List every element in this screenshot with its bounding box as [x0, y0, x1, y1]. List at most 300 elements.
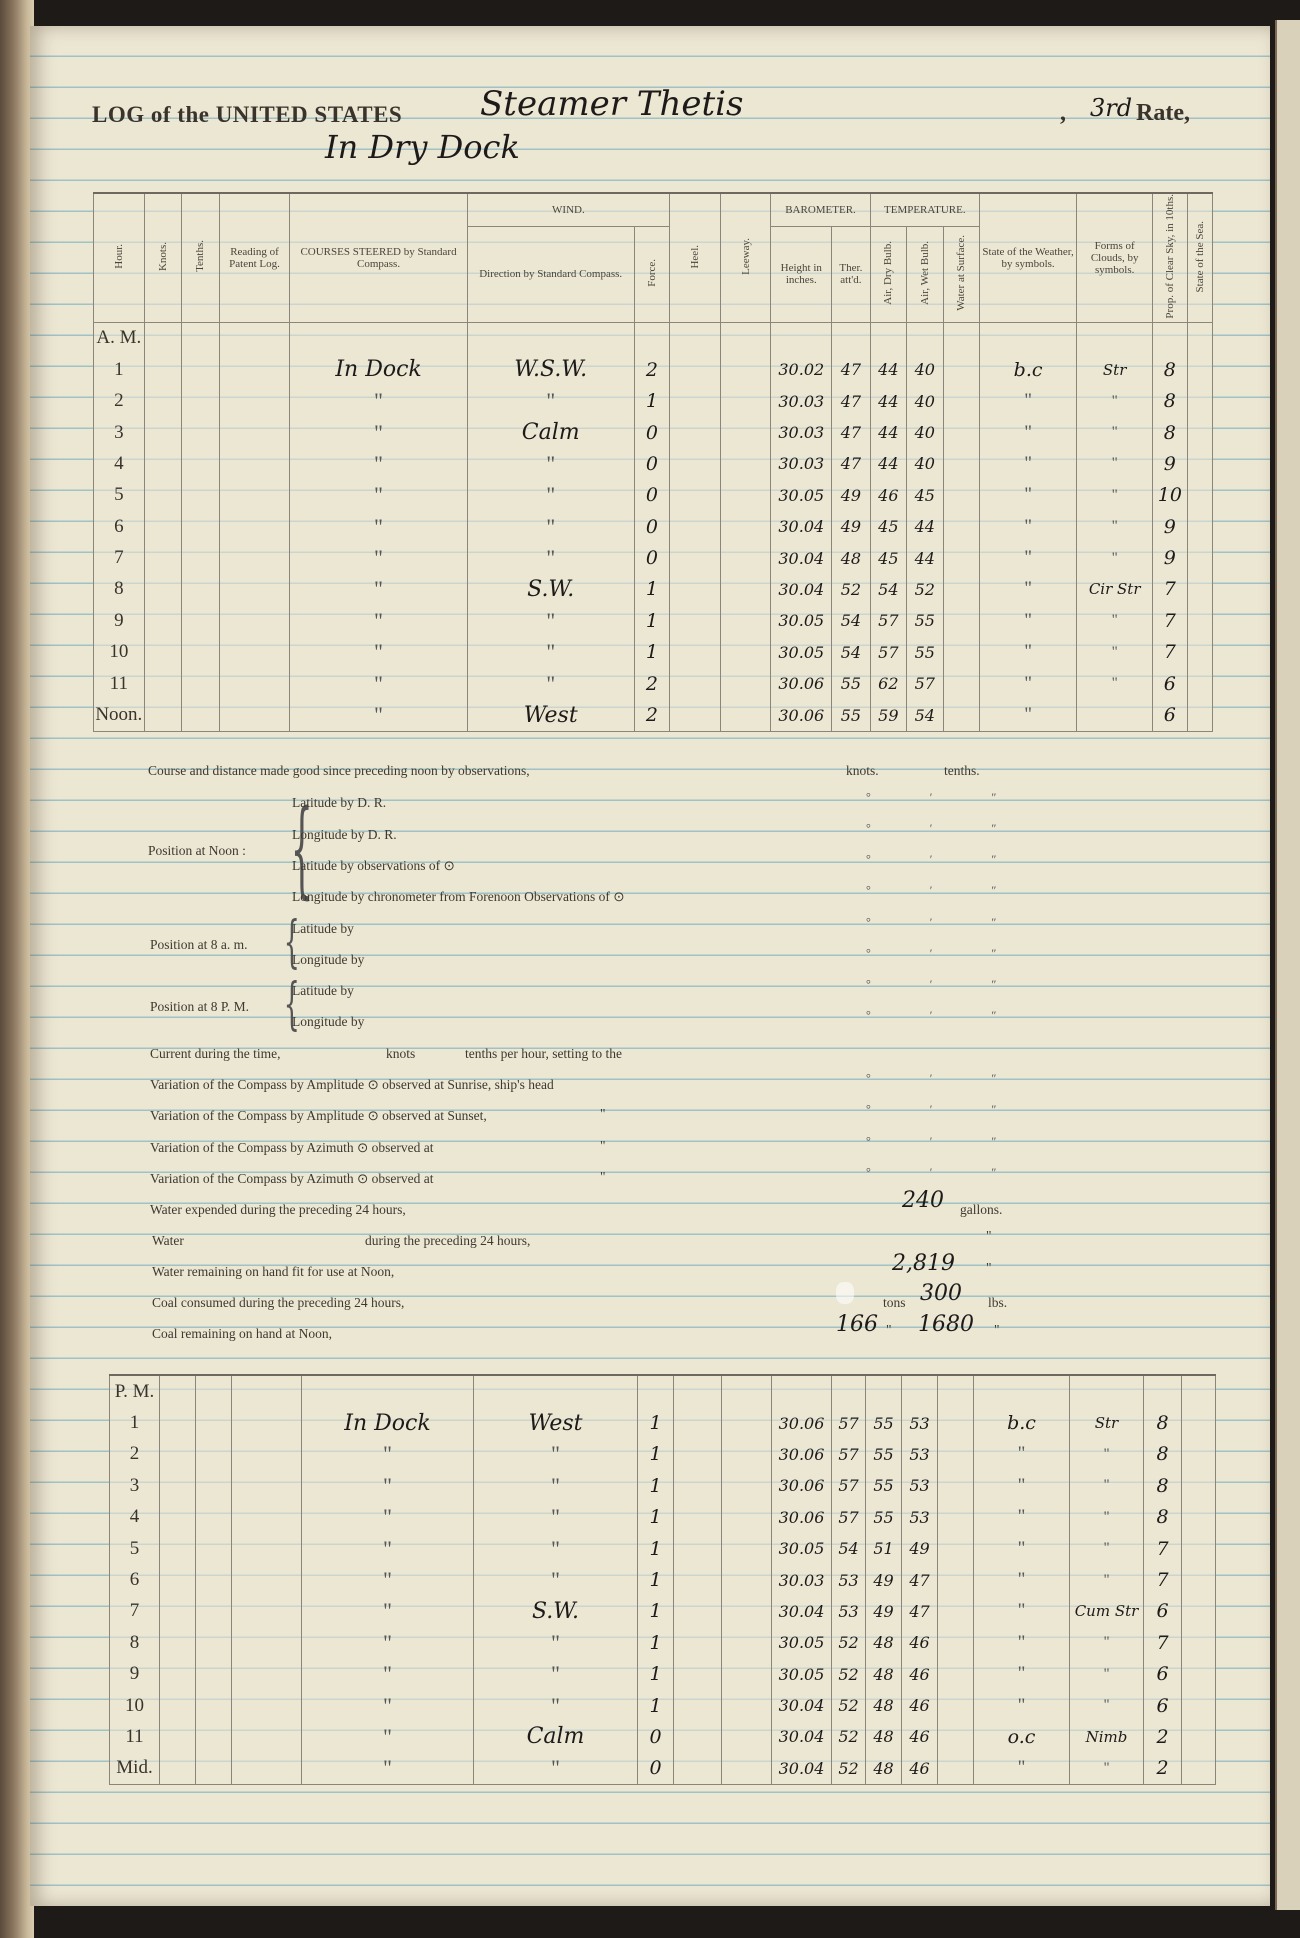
- empty-cell: [722, 1659, 772, 1690]
- pm-wet-cell: 46: [902, 1627, 938, 1658]
- am-wet-cell: 40: [907, 417, 943, 448]
- pm-weather-cell: ": [974, 1627, 1070, 1658]
- pm-water-cell: [938, 1721, 974, 1752]
- am-dry-cell: 54: [870, 574, 906, 605]
- am-hour-cell: 4: [94, 448, 145, 479]
- lat-obs-label: Latitude by observations of ⊙: [292, 858, 455, 873]
- empty-cell: [182, 542, 219, 573]
- pm-wet-cell: 49: [902, 1533, 938, 1564]
- pm-hour-cell: 6: [110, 1564, 160, 1595]
- empty-cell: [160, 1596, 196, 1627]
- am-row: [94, 637, 1213, 668]
- empty-cell: [182, 605, 219, 636]
- am-clouds-cell: [1077, 699, 1153, 731]
- pm-weather-cell: ": [974, 1533, 1070, 1564]
- pm-weather-cell: ": [974, 1596, 1070, 1627]
- pm-row: [110, 1564, 1216, 1595]
- empty-cell: [232, 1690, 302, 1721]
- empty-cell: [219, 637, 290, 668]
- pm-row: [110, 1502, 1216, 1533]
- pm-dry-cell: 55: [866, 1439, 902, 1470]
- empty-cell: [674, 1470, 722, 1501]
- position-8am-label: Position at 8 a. m.: [150, 937, 248, 952]
- pm-course-cell: In Dock: [302, 1407, 474, 1438]
- empty-cell: [1187, 511, 1212, 542]
- col-sea: State of the Sea.: [1187, 193, 1212, 322]
- lon-8am-label: Longitude by: [292, 952, 365, 967]
- empty-cell: [1182, 1659, 1216, 1690]
- am-hour-cell: 3: [94, 417, 145, 448]
- deg-marks: ° ′ ″: [866, 1134, 1025, 1148]
- pm-wind-cell: ": [474, 1439, 638, 1470]
- pm-wind-cell: West: [474, 1407, 638, 1438]
- am-baro-cell: 30.03: [771, 448, 832, 479]
- pm-force-cell: 1: [638, 1690, 674, 1721]
- am-dry-cell: 45: [870, 511, 906, 542]
- empty-cell: [182, 480, 219, 511]
- empty-cell: [160, 1407, 196, 1438]
- empty-cell: [674, 1439, 722, 1470]
- pm-dry-cell: 48: [866, 1627, 902, 1658]
- am-course-cell: ": [290, 605, 467, 636]
- col-clouds: Forms of Clouds, by symbols.: [1077, 193, 1153, 322]
- pm-baro-cell: 30.05: [772, 1659, 832, 1690]
- pm-force-cell: 1: [638, 1502, 674, 1533]
- pm-wind-cell: ": [474, 1753, 638, 1785]
- pm-baro-cell: 30.04: [772, 1690, 832, 1721]
- var-amp-sunset-label: Variation of the Compass by Amplitude ⊙ observed at Sunset,: [150, 1108, 487, 1123]
- pm-row: [110, 1407, 1216, 1438]
- empty-cell: [219, 574, 290, 605]
- empty-cell: [670, 699, 721, 731]
- pm-force-cell: 1: [638, 1407, 674, 1438]
- am-row: [94, 354, 1213, 385]
- var-amp-sunrise-label: Variation of the Compass by Amplitude ⊙ observed at Sunrise, ship's head: [150, 1077, 554, 1092]
- lbs-label: lbs.: [988, 1295, 1008, 1310]
- water-expended-label: Water expended during the preceding 24 hours,: [150, 1202, 406, 1217]
- pm-course-cell: ": [302, 1533, 474, 1564]
- empty-cell: [1182, 1627, 1216, 1658]
- pm-clouds-cell: ": [1070, 1564, 1144, 1595]
- am-wind-cell: ": [467, 448, 634, 479]
- pm-wet-cell: 53: [902, 1439, 938, 1470]
- pm-hour-cell: Mid.: [110, 1753, 160, 1785]
- empty-cell: [674, 1690, 722, 1721]
- current-label: Current during the time,: [150, 1046, 281, 1061]
- pm-force-cell: 0: [638, 1721, 674, 1752]
- pm-course-cell: ": [302, 1627, 474, 1658]
- lat-dr-label: Latitude by D. R.: [292, 795, 387, 810]
- am-ther-cell: 55: [832, 699, 870, 731]
- am-ther-cell: 47: [832, 385, 870, 416]
- pm-force-cell: 1: [638, 1470, 674, 1501]
- am-wind-cell: ": [467, 637, 634, 668]
- am-sky-cell: 10: [1153, 480, 1187, 511]
- pm-baro-cell: 30.05: [772, 1533, 832, 1564]
- empty-cell: [1182, 1439, 1216, 1470]
- ditto-mark: ": [986, 1228, 992, 1243]
- empty-cell: [720, 385, 771, 416]
- empty-cell: [196, 1753, 232, 1785]
- empty-cell: [232, 1533, 302, 1564]
- pm-row: [110, 1439, 1216, 1470]
- am-wind-cell: ": [467, 542, 634, 573]
- am-dry-cell: 46: [870, 480, 906, 511]
- am-baro-cell: 30.06: [771, 668, 832, 699]
- am-clouds-cell: Str: [1077, 354, 1153, 385]
- am-water-cell: [943, 542, 979, 573]
- empty-cell: [144, 511, 181, 542]
- pm-hour-cell: 10: [110, 1690, 160, 1721]
- col-knots: Knots.: [144, 193, 181, 322]
- empty-cell: [196, 1439, 232, 1470]
- am-baro-cell: 30.04: [771, 511, 832, 542]
- pm-ther-cell: 52: [832, 1659, 866, 1690]
- empty-cell: [670, 637, 721, 668]
- am-sky-cell: 7: [1153, 574, 1187, 605]
- am-wet-cell: 45: [907, 480, 943, 511]
- pm-sky-cell: 2: [1144, 1753, 1182, 1785]
- empty-cell: [219, 511, 290, 542]
- water-remaining-label: Water remaining on hand fit for use at Noon,: [152, 1264, 395, 1279]
- pm-water-cell: [938, 1753, 974, 1785]
- pm-dry-cell: 55: [866, 1407, 902, 1438]
- am-baro-cell: 30.04: [771, 542, 832, 573]
- am-water-cell: [943, 574, 979, 605]
- gallons-label: gallons.: [960, 1202, 1003, 1217]
- pm-ther-cell: 57: [832, 1470, 866, 1501]
- empty-cell: [1187, 574, 1212, 605]
- empty-cell: [1187, 354, 1212, 385]
- pm-wind-cell: ": [474, 1659, 638, 1690]
- pm-ther-cell: 53: [832, 1596, 866, 1627]
- pm-sky-cell: 6: [1144, 1596, 1182, 1627]
- empty-cell: [722, 1439, 772, 1470]
- empty-cell: [160, 1564, 196, 1595]
- log-title: LOG of the UNITED STATES: [92, 102, 403, 127]
- pm-sky-cell: 8: [1144, 1407, 1182, 1438]
- pm-force-cell: 1: [638, 1596, 674, 1627]
- pm-baro-cell: 30.03: [772, 1564, 832, 1595]
- empty-cell: [160, 1721, 196, 1752]
- am-clouds-cell: ": [1077, 637, 1153, 668]
- empty-cell: [219, 448, 290, 479]
- empty-cell: [196, 1407, 232, 1438]
- am-course-cell: ": [290, 542, 467, 573]
- col-water-surface: Water at Surface.: [943, 227, 979, 323]
- empty-cell: [1182, 1407, 1216, 1438]
- empty-cell: [144, 385, 181, 416]
- empty-cell: [670, 574, 721, 605]
- empty-cell: [674, 1596, 722, 1627]
- am-course-cell: ": [290, 448, 467, 479]
- pm-wet-cell: 46: [902, 1753, 938, 1785]
- empty-cell: [670, 480, 721, 511]
- col-baro-height: Height in inches.: [771, 227, 832, 323]
- am-weather-cell: ": [979, 385, 1076, 416]
- am-force-cell: 0: [634, 542, 669, 573]
- am-dry-cell: 44: [870, 385, 906, 416]
- am-force-cell: 0: [634, 448, 669, 479]
- coal-remaining-label: Coal remaining on hand at Noon,: [152, 1326, 332, 1341]
- var-azimuth-label-2: Variation of the Compass by Azimuth ⊙ observed at: [150, 1171, 434, 1186]
- am-weather-cell: ": [979, 417, 1076, 448]
- pm-weather-cell: ": [974, 1753, 1070, 1785]
- pm-dry-cell: 48: [866, 1721, 902, 1752]
- col-heel: Heel.: [670, 193, 721, 322]
- empty-cell: [232, 1627, 302, 1658]
- pm-hour-cell: 5: [110, 1533, 160, 1564]
- pm-weather-cell: o.c: [974, 1721, 1070, 1752]
- pm-clouds-cell: ": [1070, 1627, 1144, 1658]
- am-dry-cell: 57: [870, 637, 906, 668]
- empty-cell: [160, 1502, 196, 1533]
- am-sky-cell: 9: [1153, 448, 1187, 479]
- empty-cell: [160, 1439, 196, 1470]
- empty-cell: [1187, 385, 1212, 416]
- empty-cell: [670, 668, 721, 699]
- rate-value: 3rd: [1090, 94, 1133, 122]
- am-water-cell: [943, 699, 979, 731]
- am-ther-cell: 54: [832, 637, 870, 668]
- empty-cell: [232, 1753, 302, 1785]
- tons-label: tons: [883, 1295, 906, 1310]
- empty-cell: [1182, 1690, 1216, 1721]
- empty-cell: [722, 1470, 772, 1501]
- pm-wet-cell: 46: [902, 1721, 938, 1752]
- am-course-cell: ": [290, 480, 467, 511]
- am-ther-cell: 47: [832, 354, 870, 385]
- pm-weather-cell: ": [974, 1659, 1070, 1690]
- empty-cell: [196, 1627, 232, 1658]
- empty-cell: [232, 1502, 302, 1533]
- empty-cell: [1187, 542, 1212, 573]
- pm-water-cell: [938, 1533, 974, 1564]
- pm-water-cell: [938, 1470, 974, 1501]
- pm-ther-cell: 52: [832, 1690, 866, 1721]
- empty-cell: [160, 1470, 196, 1501]
- rate-text: Rate,: [1136, 100, 1190, 126]
- col-temperature: TEMPERATURE.: [870, 193, 979, 227]
- am-hour-cell: 11: [94, 668, 145, 699]
- empty-cell: [182, 637, 219, 668]
- pm-baro-cell: 30.06: [772, 1439, 832, 1470]
- empty-cell: [670, 354, 721, 385]
- empty-cell: [1182, 1470, 1216, 1501]
- am-hour-cell: 10: [94, 637, 145, 668]
- empty-cell: [722, 1564, 772, 1595]
- pm-clouds-cell: ": [1070, 1690, 1144, 1721]
- empty-cell: [720, 668, 771, 699]
- am-sky-cell: 9: [1153, 511, 1187, 542]
- coal-remaining-tons: 166: [836, 1312, 878, 1337]
- empty-cell: [1182, 1596, 1216, 1627]
- water-label: Water: [152, 1233, 184, 1248]
- pm-dry-cell: 48: [866, 1753, 902, 1785]
- pm-sky-cell: 7: [1144, 1533, 1182, 1564]
- empty-cell: [670, 385, 721, 416]
- am-force-cell: 2: [634, 354, 669, 385]
- empty-cell: [196, 1470, 232, 1501]
- am-wind-cell: ": [467, 668, 634, 699]
- water-during-label: during the preceding 24 hours,: [365, 1233, 531, 1248]
- pm-water-cell: [938, 1502, 974, 1533]
- pm-row: [110, 1533, 1216, 1564]
- am-water-cell: [943, 448, 979, 479]
- am-dry-cell: 44: [870, 448, 906, 479]
- empty-cell: [674, 1533, 722, 1564]
- empty-cell: [182, 699, 219, 731]
- col-patent-log: Reading of Patent Log.: [219, 193, 290, 322]
- pm-hour-cell: 11: [110, 1721, 160, 1752]
- am-wind-cell: Calm: [467, 417, 634, 448]
- am-water-cell: [943, 605, 979, 636]
- deg-marks: ° ′ ″: [866, 977, 1025, 991]
- empty-cell: [1187, 699, 1212, 731]
- col-baro-ther: Ther. att'd.: [832, 227, 870, 323]
- pm-water-cell: [938, 1690, 974, 1721]
- empty-cell: [182, 354, 219, 385]
- pm-course-cell: ": [302, 1564, 474, 1595]
- pm-force-cell: 1: [638, 1564, 674, 1595]
- coal-remaining-lbs: 1680: [918, 1312, 974, 1337]
- pm-water-cell: [938, 1407, 974, 1438]
- empty-cell: [720, 480, 771, 511]
- lat-8pm-label: Latitude by: [292, 983, 354, 998]
- am-row: [94, 699, 1213, 731]
- pm-dry-cell: 55: [866, 1502, 902, 1533]
- empty-cell: [160, 1533, 196, 1564]
- am-force-cell: 1: [634, 385, 669, 416]
- pm-clouds-cell: ": [1070, 1470, 1144, 1501]
- pm-ther-cell: 52: [832, 1627, 866, 1658]
- pm-wet-cell: 47: [902, 1596, 938, 1627]
- empty-cell: [160, 1753, 196, 1785]
- facing-page-edge: [1275, 20, 1300, 1910]
- col-clear-sky: Prop. of Clear Sky, in 10ths.: [1153, 193, 1187, 322]
- pm-course-cell: ": [302, 1502, 474, 1533]
- pm-water-cell: [938, 1596, 974, 1627]
- pm-wet-cell: 53: [902, 1502, 938, 1533]
- empty-cell: [670, 542, 721, 573]
- empty-cell: [144, 637, 181, 668]
- am-course-cell: ": [290, 417, 467, 448]
- am-course-cell: In Dock: [290, 354, 467, 385]
- am-baro-cell: 30.05: [771, 637, 832, 668]
- am-water-cell: [943, 637, 979, 668]
- empty-cell: [720, 605, 771, 636]
- am-wind-cell: W.S.W.: [467, 354, 634, 385]
- empty-cell: [722, 1721, 772, 1752]
- pm-sky-cell: 6: [1144, 1690, 1182, 1721]
- empty-cell: [674, 1564, 722, 1595]
- am-wind-cell: ": [467, 385, 634, 416]
- empty-cell: [722, 1596, 772, 1627]
- pm-baro-cell: 30.04: [772, 1596, 832, 1627]
- empty-cell: [720, 354, 771, 385]
- pm-row: [110, 1470, 1216, 1501]
- am-water-cell: [943, 668, 979, 699]
- pm-wind-cell: ": [474, 1470, 638, 1501]
- am-wet-cell: 44: [907, 542, 943, 573]
- am-weather-cell: ": [979, 448, 1076, 479]
- empty-cell: [720, 637, 771, 668]
- pm-clouds-cell: ": [1070, 1439, 1144, 1470]
- pm-clouds-cell: ": [1070, 1502, 1144, 1533]
- am-row: [94, 385, 1213, 416]
- pm-baro-cell: 30.04: [772, 1753, 832, 1785]
- position-noon-brace: {: [290, 787, 313, 910]
- var-azimuth-label-1: Variation of the Compass by Azimuth ⊙ observed at: [150, 1140, 434, 1155]
- ditto-mark: ": [600, 1169, 606, 1184]
- ditto-mark: ": [986, 1260, 992, 1275]
- empty-cell: [182, 668, 219, 699]
- am-hour-cell: 7: [94, 542, 145, 573]
- pm-row: [110, 1753, 1216, 1785]
- pm-force-cell: 1: [638, 1439, 674, 1470]
- am-course-cell: ": [290, 637, 467, 668]
- am-baro-cell: 30.04: [771, 574, 832, 605]
- pm-row: [110, 1690, 1216, 1721]
- empty-cell: [144, 668, 181, 699]
- empty-cell: [182, 417, 219, 448]
- am-ther-cell: 52: [832, 574, 870, 605]
- am-sky-cell: 6: [1153, 699, 1187, 731]
- am-weather-cell: ": [979, 699, 1076, 731]
- am-row: [94, 574, 1213, 605]
- pm-dry-cell: 55: [866, 1470, 902, 1501]
- am-dry-cell: 62: [870, 668, 906, 699]
- ship-location: In Dry Dock: [325, 128, 520, 166]
- knots-label: knots.: [846, 763, 879, 778]
- am-clouds-cell: ": [1077, 480, 1153, 511]
- col-wind-force: Force.: [634, 227, 669, 323]
- empty-cell: [1187, 668, 1212, 699]
- pm-weather-cell: ": [974, 1564, 1070, 1595]
- empty-cell: [674, 1407, 722, 1438]
- am-water-cell: [943, 385, 979, 416]
- empty-cell: [144, 699, 181, 731]
- empty-cell: [182, 385, 219, 416]
- empty-cell: [144, 354, 181, 385]
- empty-cell: [232, 1407, 302, 1438]
- empty-cell: [232, 1470, 302, 1501]
- am-ther-cell: 47: [832, 448, 870, 479]
- lon-8pm-label: Longitude by: [292, 1014, 365, 1029]
- empty-cell: [674, 1502, 722, 1533]
- pm-dry-cell: 49: [866, 1564, 902, 1595]
- lat-8am-label: Latitude by: [292, 921, 354, 936]
- position-8am-brace: {: [283, 910, 300, 975]
- am-sky-cell: 8: [1153, 385, 1187, 416]
- empty-cell: [1187, 480, 1212, 511]
- pm-course-cell: ": [302, 1690, 474, 1721]
- am-ther-cell: 54: [832, 605, 870, 636]
- empty-cell: [1182, 1533, 1216, 1564]
- am-sky-cell: 8: [1153, 417, 1187, 448]
- empty-cell: [219, 385, 290, 416]
- empty-cell: [232, 1721, 302, 1752]
- empty-cell: [720, 574, 771, 605]
- empty-cell: [232, 1596, 302, 1627]
- am-force-cell: 0: [634, 480, 669, 511]
- pm-course-cell: ": [302, 1596, 474, 1627]
- col-weather: State of the Weather, by symbols.: [979, 193, 1076, 322]
- pm-course-cell: ": [302, 1470, 474, 1501]
- pm-wind-cell: ": [474, 1533, 638, 1564]
- pm-log-table: [109, 1374, 1216, 1785]
- empty-cell: [720, 448, 771, 479]
